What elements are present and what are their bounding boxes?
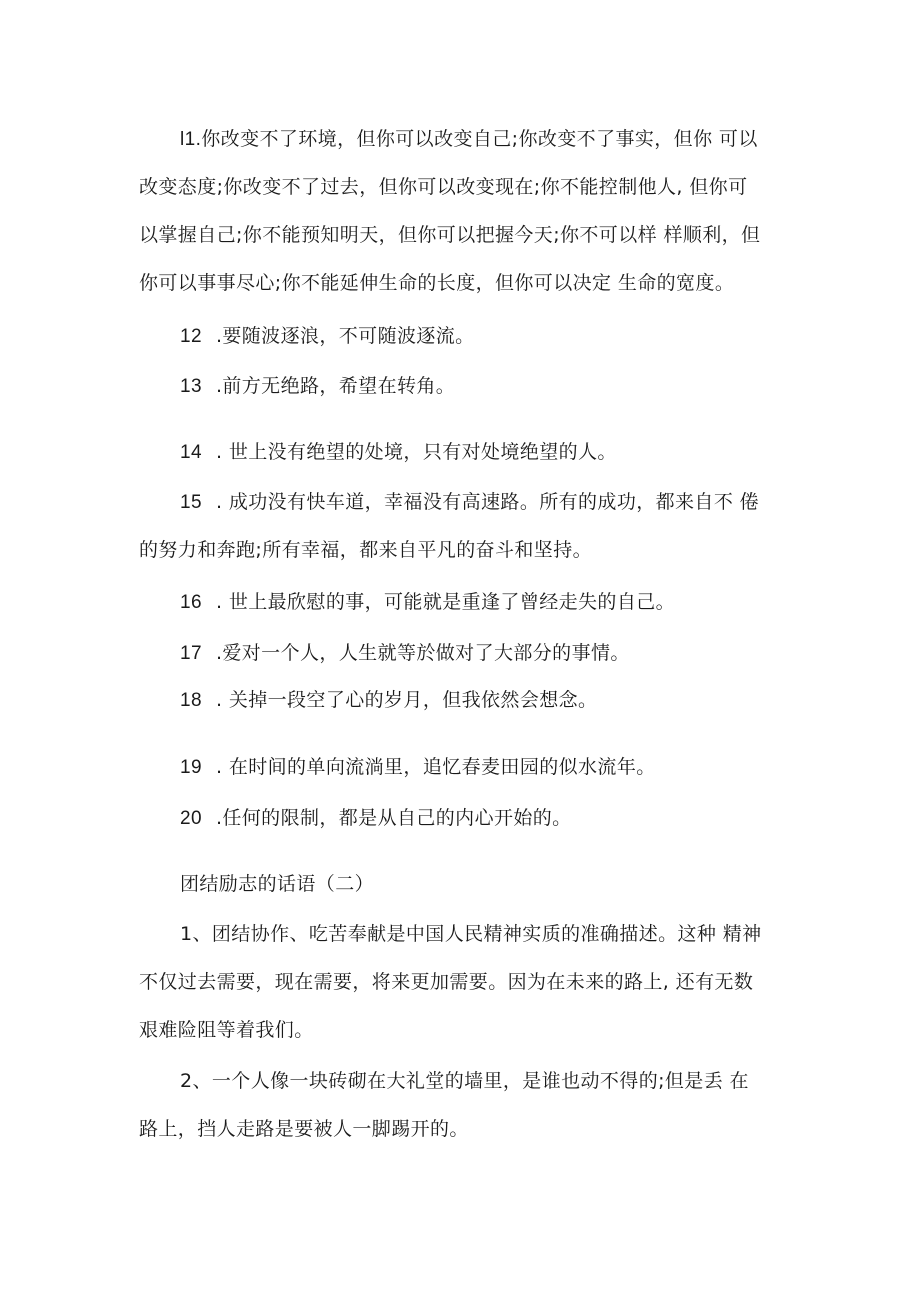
para-1-line-1: 1、团结协作、吃苦奉献是中国人民精神实质的准确描述。这种 精神	[180, 923, 762, 945]
section-title: 团结励志的话语（二）	[180, 873, 375, 895]
quote-12	[180, 324, 830, 349]
quote-number: 17	[180, 643, 202, 664]
quote-number: 14	[180, 442, 202, 463]
quote-15-line-2: 的努力和奔跑;所有幸福，都来自平凡的奋斗和坚持。	[139, 539, 593, 561]
para-2-line-1: 2、一个人像一块砖砌在大礼堂的墙里，是谁也动不得的;但是丢 在	[180, 1070, 749, 1092]
quote-20	[180, 806, 830, 831]
quote-11-line-4: 你可以事事尽心;你不能延伸生命的长度，但你可以决定 生命的宽度。	[139, 272, 735, 294]
quote-13	[180, 374, 830, 399]
quote-15-line-1	[180, 490, 830, 515]
quote-17	[180, 641, 830, 666]
quote-number: 15	[180, 492, 202, 513]
quote-number: l1.	[180, 129, 202, 150]
quote-number: 19	[180, 757, 202, 778]
quote-number: 18	[180, 690, 202, 711]
quote-11-line-2: 改变态度;你改变不了过去，但你可以改变现在;你不能控制他人, 但你可	[139, 176, 748, 198]
para-1-line-3: 艰难险阻等着我们。	[139, 1019, 314, 1041]
quote-text: . 世上最欣慰的事，可能就是重逢了曾经走失的自己。	[215, 591, 676, 613]
para-1-line-2: 不仅过去需要，现在需要，将来更加需要。因为在未来的路上, 还有无数	[139, 971, 754, 993]
quote-text: .要随波逐浪，不可随波逐流。	[215, 325, 475, 347]
quote-number: 12	[180, 326, 202, 347]
quote-text: . 成功没有快车道，幸福没有高速路。所有的成功，都来自不 倦	[215, 491, 760, 513]
quote-number: 16	[180, 592, 202, 613]
quote-11-line-3: 以掌握自己;你不能预知明天，但你可以把握今天;你不可以样 样顺利，但	[139, 224, 761, 246]
para-2-line-2: 路上，挡人走路是要被人一脚踢开的。	[139, 1118, 469, 1140]
quote-11-line-1	[180, 127, 830, 152]
quote-text: . 关掉一段空了心的岁月，但我依然会想念。	[215, 689, 598, 711]
quote-text: . 在时间的单向流淌里，追忆春麦田园的似水流年。	[215, 756, 656, 778]
quote-text: .爱对一个人，人生就等於做对了大部分的事情。	[215, 642, 630, 664]
quote-text: 你改变不了环境，但你可以改变自己;你改变不了事实，但你 可以	[201, 128, 758, 150]
quote-text: . 世上没有绝望的处境，只有对处境绝望的人。	[215, 441, 617, 463]
quote-16	[180, 590, 830, 615]
quote-number: 20	[180, 808, 202, 829]
quote-text: .前方无绝路，希望在转角。	[215, 375, 456, 397]
quote-14	[180, 440, 830, 465]
quote-text: .任何的限制，都是从自己的内心开始的。	[215, 807, 572, 829]
quote-number: 13	[180, 376, 202, 397]
quote-18	[180, 688, 830, 713]
quote-19	[180, 755, 830, 780]
